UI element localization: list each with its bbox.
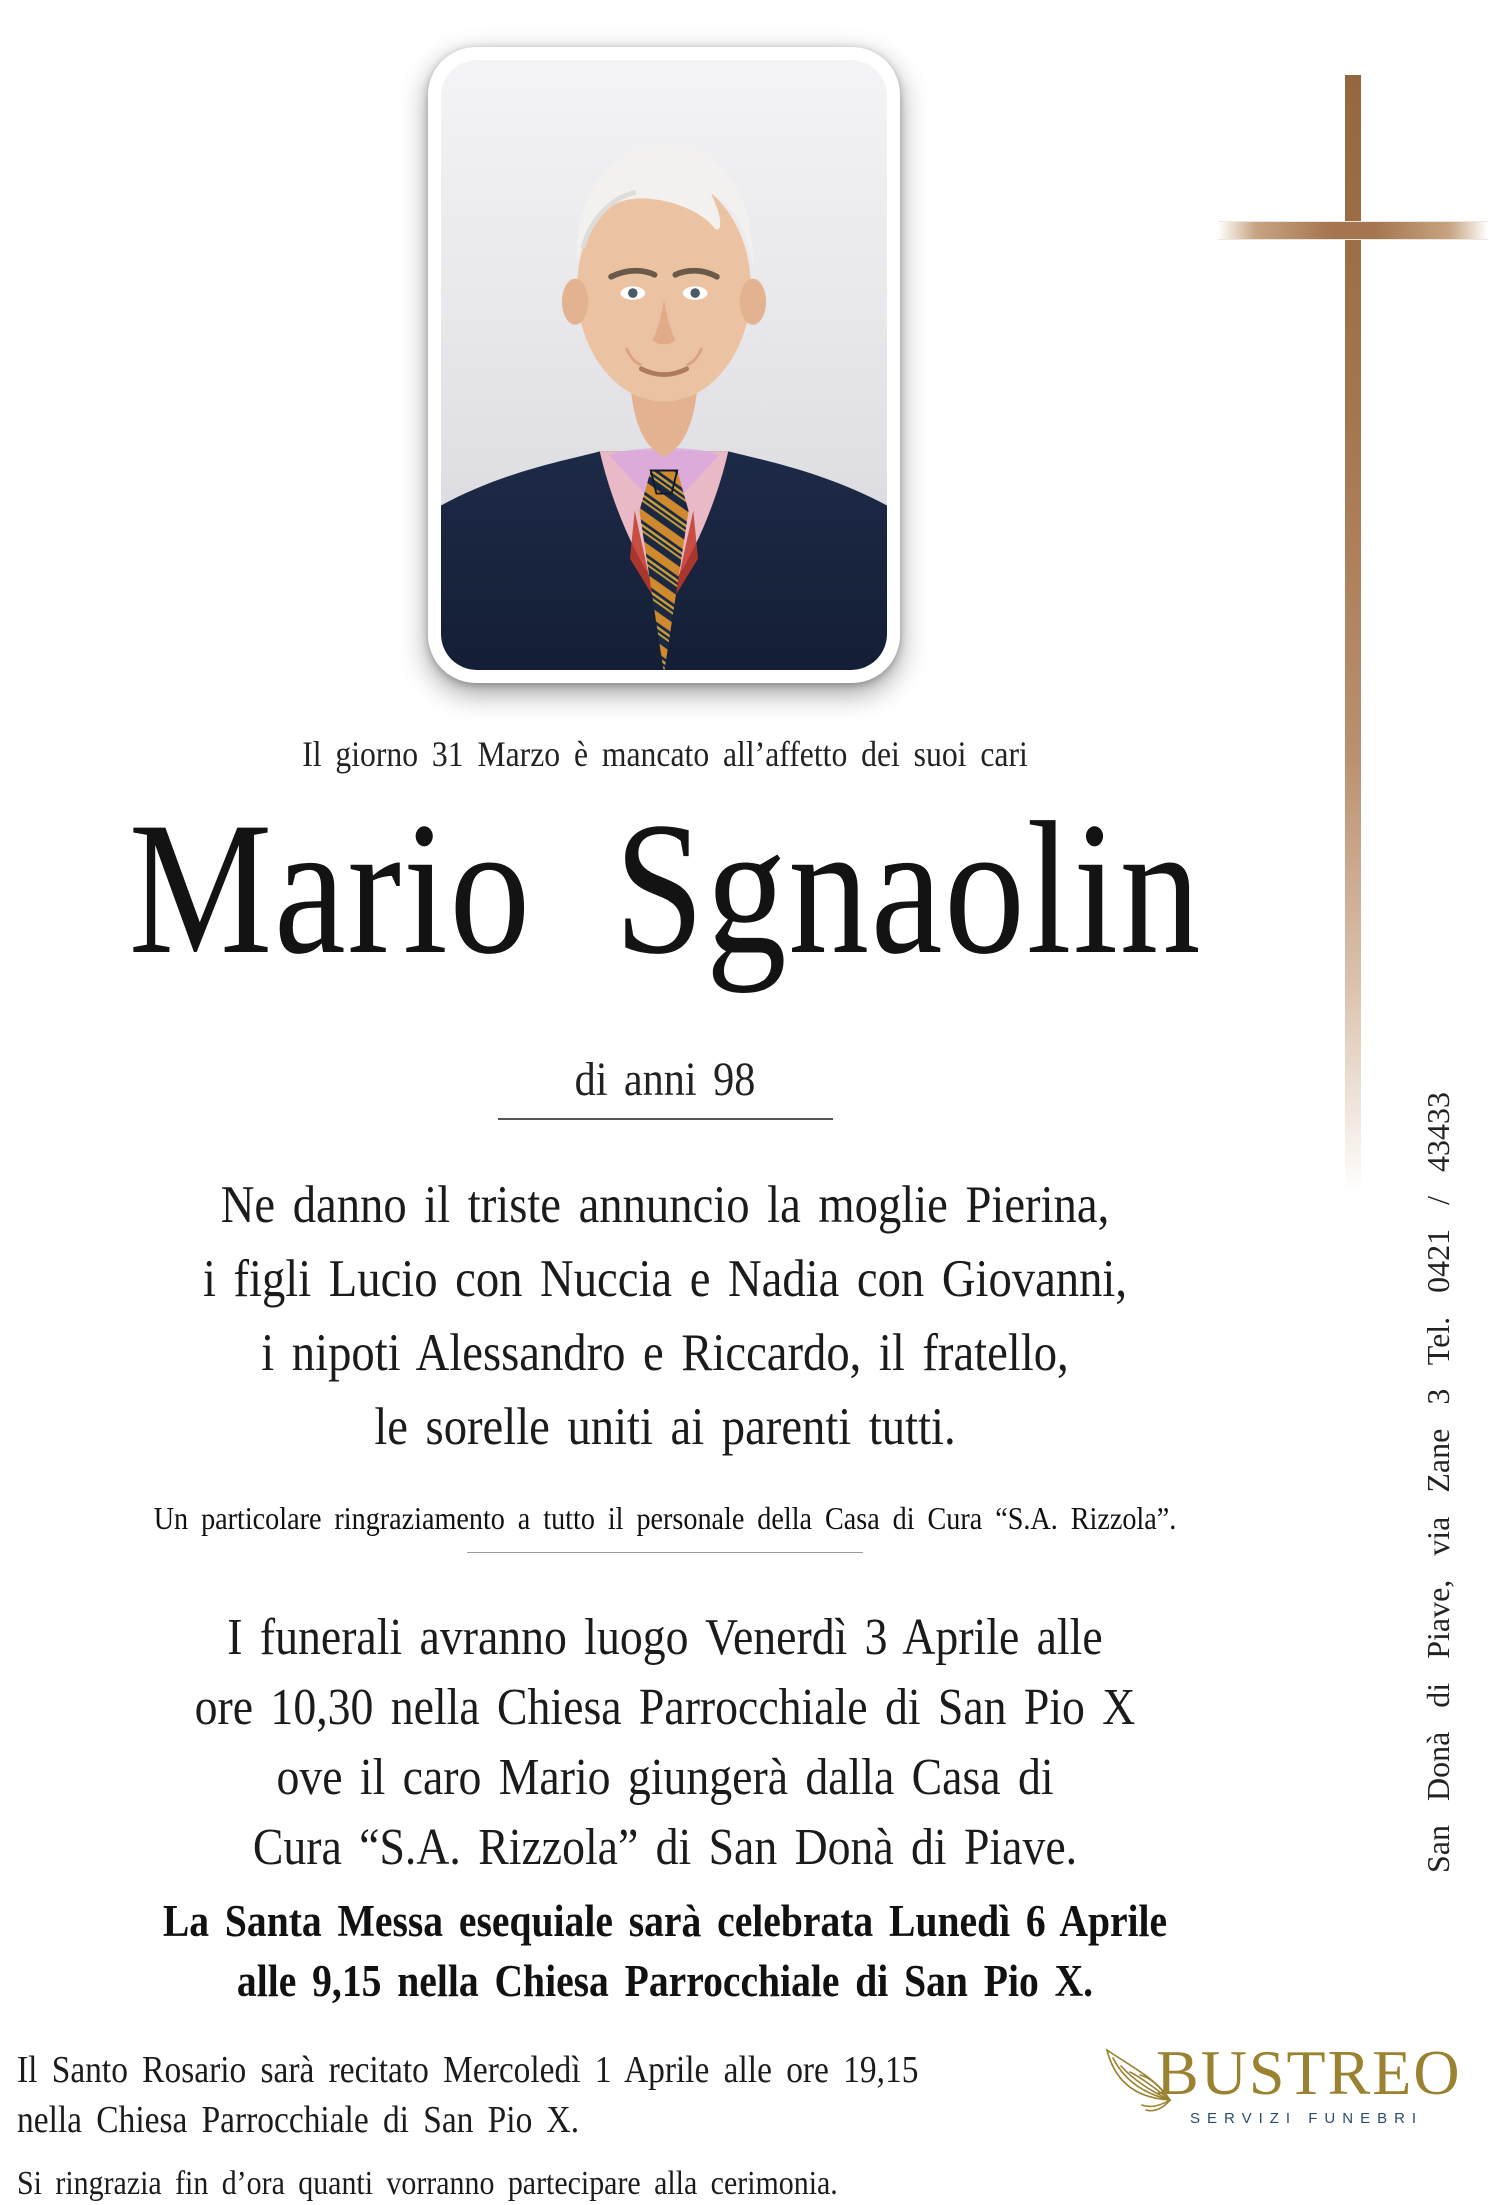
funeral-home-logo (1098, 2037, 1462, 2148)
family-line: le sorelle uniti ai parenti tutti. (374, 1398, 956, 1456)
thanks-divider (467, 1552, 863, 1553)
funeral-line: I funerali avranno luogo Venerdì 3 Aprile alle (227, 1609, 1103, 1666)
family-line: i nipoti Alessandro e Riccardo, il fratello, (261, 1324, 1069, 1382)
rosary-details (10, 2045, 1163, 2145)
mass-line: alle 9,15 nella Chiesa Parrocchiale di San Pio X. (236, 1956, 1094, 2006)
logo-tagline: SERVIZI FUNEBRI (1190, 2110, 1424, 2127)
memorial-cross-vertical (1345, 75, 1361, 1195)
announcement-column (10, 733, 1320, 2205)
side-address: San Donà di Piave, via Zane 3 Tel. 0421 / 43433 (1420, 1091, 1456, 1873)
family-line: Ne danno il triste annuncio la moglie Pierina, (220, 1176, 1110, 1234)
funeral-mass-details (89, 1891, 1242, 2011)
portrait-illustration (441, 60, 887, 670)
closing-line: Si ringrazia fin d’ora quanti vorranno partecipare alla cerimonia. (17, 2165, 838, 2202)
funeral-line: Cura “S.A. Rizzola” di San Donà di Piave. (252, 1819, 1078, 1876)
rosary-line: nella Chiesa Parrocchiale di San Pio X. (17, 2099, 580, 2141)
family-announcement (89, 1168, 1242, 1464)
mass-line: La Santa Messa esequiale sarà celebrata Lunedì 6 Aprile (162, 1896, 1168, 1946)
rosary-line: Il Santo Rosario sarà recitato Mercoledì 1 Aprile alle ore 19,15 (17, 2049, 919, 2091)
memorial-cross-horizontal-bar (1218, 222, 1488, 239)
funeral-details (89, 1603, 1242, 1883)
memorial-cross-horizontal (1218, 221, 1488, 240)
intro-line: Il giorno 31 Marzo è mancato all’affetto dei suoi cari (302, 734, 1028, 774)
special-thanks-line: Un particolare ringraziamento a tutto il personale della Casa di Cura “S.A. Rizzola”. (153, 1500, 1177, 1536)
funeral-line: ove il caro Mario giungerà dalla Casa di (276, 1749, 1054, 1806)
deceased-name-row (10, 784, 1320, 1048)
deceased-name: Mario Sgnaolin (128, 784, 1202, 994)
age-divider (498, 1118, 833, 1120)
funeral-line: ore 10,30 nella Chiesa Parrocchiale di San Pio X (194, 1679, 1136, 1736)
deceased-portrait-photo (428, 47, 900, 683)
age-line: di anni 98 (574, 1053, 756, 1106)
logo-name: BUSTREO (1156, 2037, 1462, 2108)
family-line: i figli Lucio con Nuccia e Nadia con Giovanni, (202, 1250, 1128, 1308)
